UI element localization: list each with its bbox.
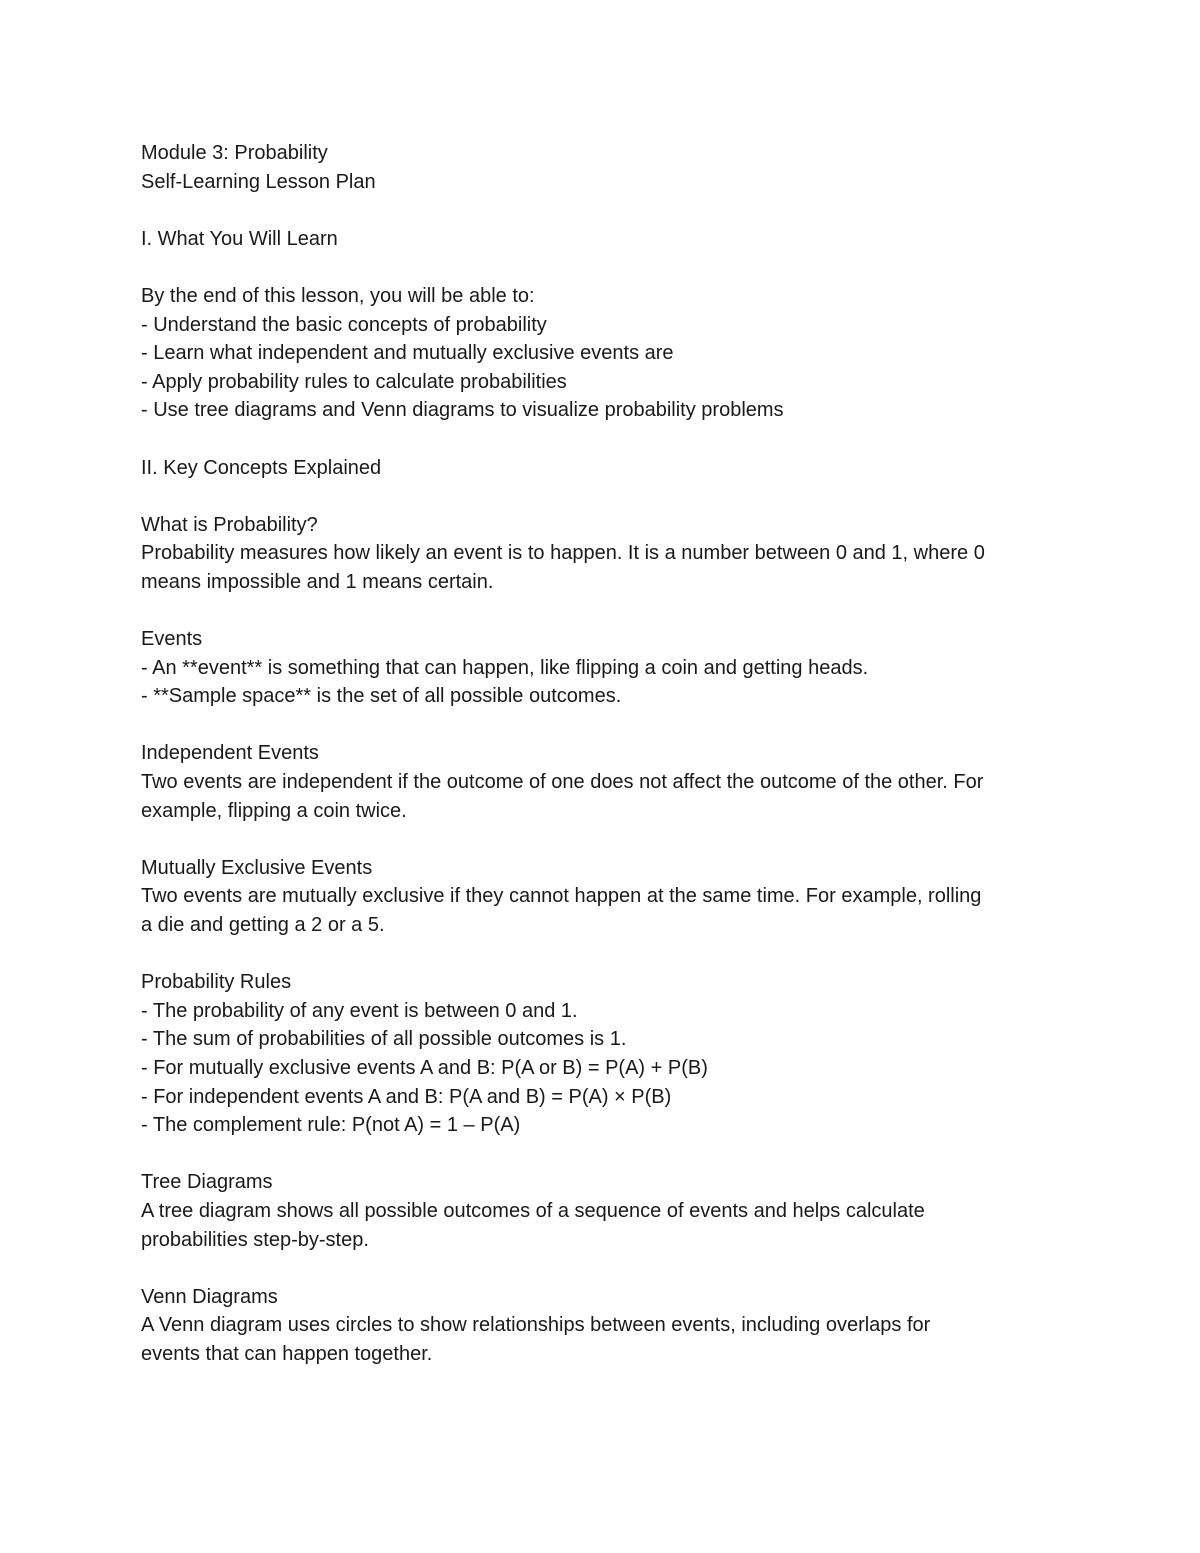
list-item: - Use tree diagrams and Venn diagrams to visualize probability problems	[141, 399, 784, 422]
section-heading-concepts: II. Key Concepts Explained	[141, 456, 382, 479]
subheading-tree: Tree Diagrams	[141, 1171, 273, 1194]
spacer	[141, 482, 1071, 511]
document-page	[141, 139, 1071, 1369]
paragraph-line: Two events are independent if the outcome of one does not affect the outcome of the other. For	[141, 771, 984, 794]
list-item: - The complement rule: P(not A) = 1 – P(A)	[141, 1114, 521, 1137]
subheading-independent: Independent Events	[141, 742, 319, 765]
subheading-probability: What is Probability?	[141, 513, 318, 536]
spacer	[141, 940, 1071, 969]
paragraph-line: means impossible and 1 means certain.	[141, 570, 494, 593]
document-title: Module 3: Probability	[141, 142, 328, 164]
list-item: - For independent events A and B: P(A and B) = P(A) × P(B)	[141, 1085, 672, 1108]
paragraph-line: example, flipping a coin twice.	[141, 799, 407, 822]
paragraph-line: a die and getting a 2 or a 5.	[141, 914, 385, 937]
paragraph-line: events that can happen together.	[141, 1342, 433, 1365]
list-item: - The sum of probabilities of all possible outcomes is 1.	[141, 1028, 627, 1051]
spacer	[141, 1140, 1071, 1169]
document-subtitle: Self-Learning Lesson Plan	[141, 170, 376, 193]
list-item: - The probability of any event is between 0 and 1.	[141, 999, 578, 1022]
list-item: - Understand the basic concepts of probability	[141, 313, 547, 336]
learn-intro: By the end of this lesson, you will be able to:	[141, 284, 535, 307]
paragraph-line: Probability measures how likely an event is to happen. It is a number between 0 and 1, where 0	[141, 542, 985, 565]
spacer	[141, 425, 1071, 454]
subheading-venn: Venn Diagrams	[141, 1285, 278, 1308]
paragraph-line: A tree diagram shows all possible outcomes of a sequence of events and helps calculate	[141, 1199, 925, 1222]
spacer	[141, 253, 1071, 282]
paragraph-line: A Venn diagram uses circles to show relationships between events, including overlaps for	[141, 1314, 931, 1337]
subheading-events: Events	[141, 628, 203, 651]
paragraph-line: Two events are mutually exclusive if they cannot happen at the same time. For example, rolling	[141, 885, 982, 908]
paragraph-line: probabilities step-by-step.	[141, 1228, 369, 1251]
spacer	[141, 196, 1071, 225]
list-item: - An **event** is something that can happen, like flipping a coin and getting heads.	[141, 656, 869, 679]
subheading-rules: Probability Rules	[141, 971, 292, 994]
spacer	[141, 597, 1071, 626]
section-heading-learn: I. What You Will Learn	[141, 227, 338, 250]
list-item: - Learn what independent and mutually exclusive events are	[141, 342, 674, 365]
list-item: - For mutually exclusive events A and B: P(A or B) = P(A) + P(B)	[141, 1057, 708, 1079]
list-item: - **Sample space** is the set of all possible outcomes.	[141, 685, 622, 708]
spacer	[141, 825, 1071, 854]
list-item: - Apply probability rules to calculate probabilities	[141, 370, 567, 393]
spacer	[141, 1254, 1071, 1283]
spacer	[141, 711, 1071, 740]
subheading-mutually-exclusive: Mutually Exclusive Events	[141, 856, 373, 879]
